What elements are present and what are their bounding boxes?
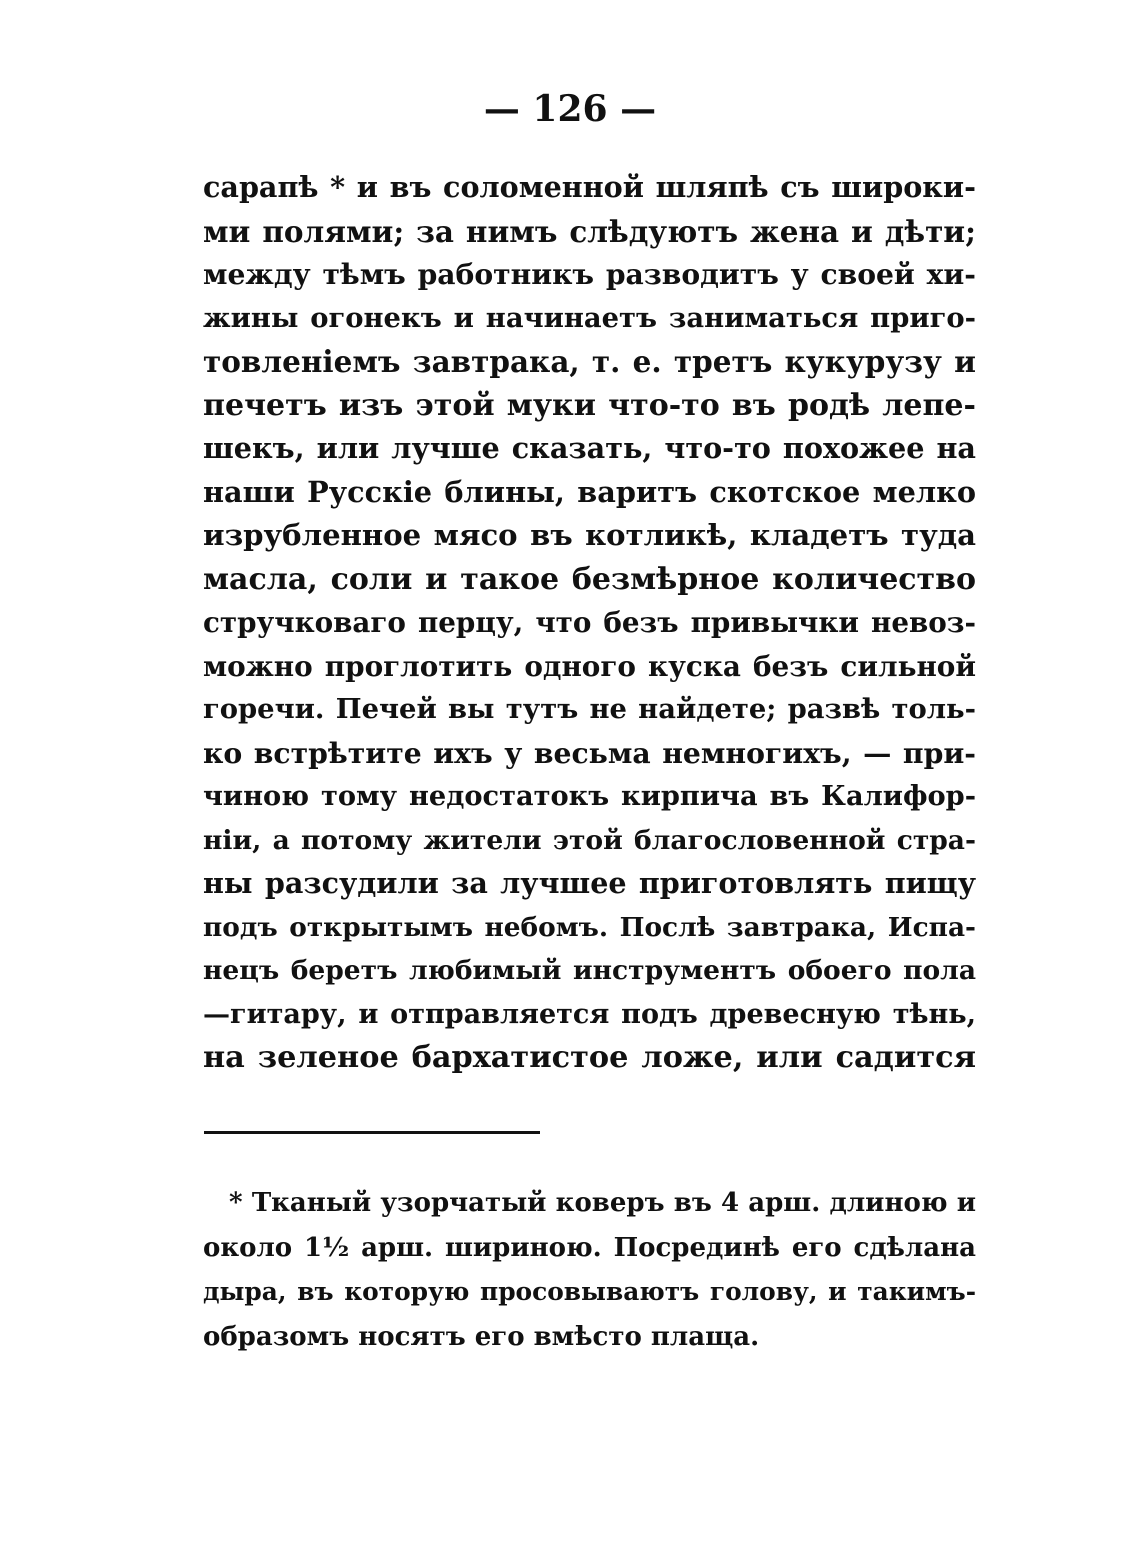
- text-line-1: сарапѣ * и въ соломенной шляпѣ съ широки-: [203, 170, 976, 204]
- text-line-18: подъ открытымъ небомъ. Послѣ завтрака, Испа-: [203, 911, 976, 943]
- text-line-9: изрубленное мясо въ котликѣ, кладетъ туда: [203, 518, 976, 552]
- footnote: [203, 1181, 976, 1359]
- text-line-5: товленіемъ завтрака, т. е. третъ кукурузу и: [203, 344, 976, 379]
- body-text: [203, 166, 976, 1080]
- footnote-divider: [204, 1131, 540, 1134]
- text-line-14: ко встрѣтите ихъ у весьма немногихъ, — при-: [203, 735, 976, 770]
- text-line-13: горечи. Печей вы тутъ не найдете; развѣ толь-: [203, 693, 976, 725]
- text-line-4: жины огонекъ и начинаетъ заниматься приго-: [203, 301, 976, 334]
- text-line-6: печетъ изъ этой муки что-то въ родѣ лепе-: [203, 387, 976, 423]
- text-line-3: между тѣмъ работникъ разводитъ у своей хи-: [203, 258, 976, 291]
- text-line-16: ніи, а потому жители этой благословенной стра-: [203, 824, 976, 856]
- footnote-line-4: образомъ носятъ его вмѣсто плаща.: [203, 1321, 760, 1352]
- text-line-7: шекъ, или лучше сказать, что-то похожее на: [203, 431, 976, 465]
- footnote-line-3: дыра, въ которую просовываютъ голову, и такимъ-: [203, 1277, 976, 1306]
- footnote-line-1: * Тканый узорчатый коверъ въ 4 арш. длиною и: [229, 1188, 976, 1218]
- text-line-2: ми полями; за нимъ слѣдуютъ жена и дѣти;: [203, 213, 976, 249]
- text-line-11: стручковаго перцу, что безъ привычки невоз-: [203, 606, 976, 639]
- text-line-8: наши Русскіе блины, варитъ скотское мелко: [203, 474, 976, 509]
- footnote-line-2: около 1½ арш. шириною. Посрединѣ его сдѣлана: [203, 1232, 976, 1263]
- text-line-10: масла, соли и такое безмѣрное количество: [203, 561, 976, 597]
- text-line-19: нецъ беретъ любимый инструментъ обоего пола: [203, 955, 976, 986]
- text-line-20: —гитару, и отправляется подъ древесную тѣнь,: [203, 998, 976, 1030]
- page-number: — 126 —: [483, 88, 657, 130]
- text-line-21: на зеленое бархатистое ложе, или садится: [203, 1040, 976, 1075]
- text-line-17: ны разсудили за лучшее приготовлять пищу: [203, 866, 976, 900]
- text-line-15: чиною тому недостатокъ кирпича въ Калифор-: [203, 780, 976, 812]
- text-line-12: можно проглотить одного куска безъ сильной: [203, 649, 976, 683]
